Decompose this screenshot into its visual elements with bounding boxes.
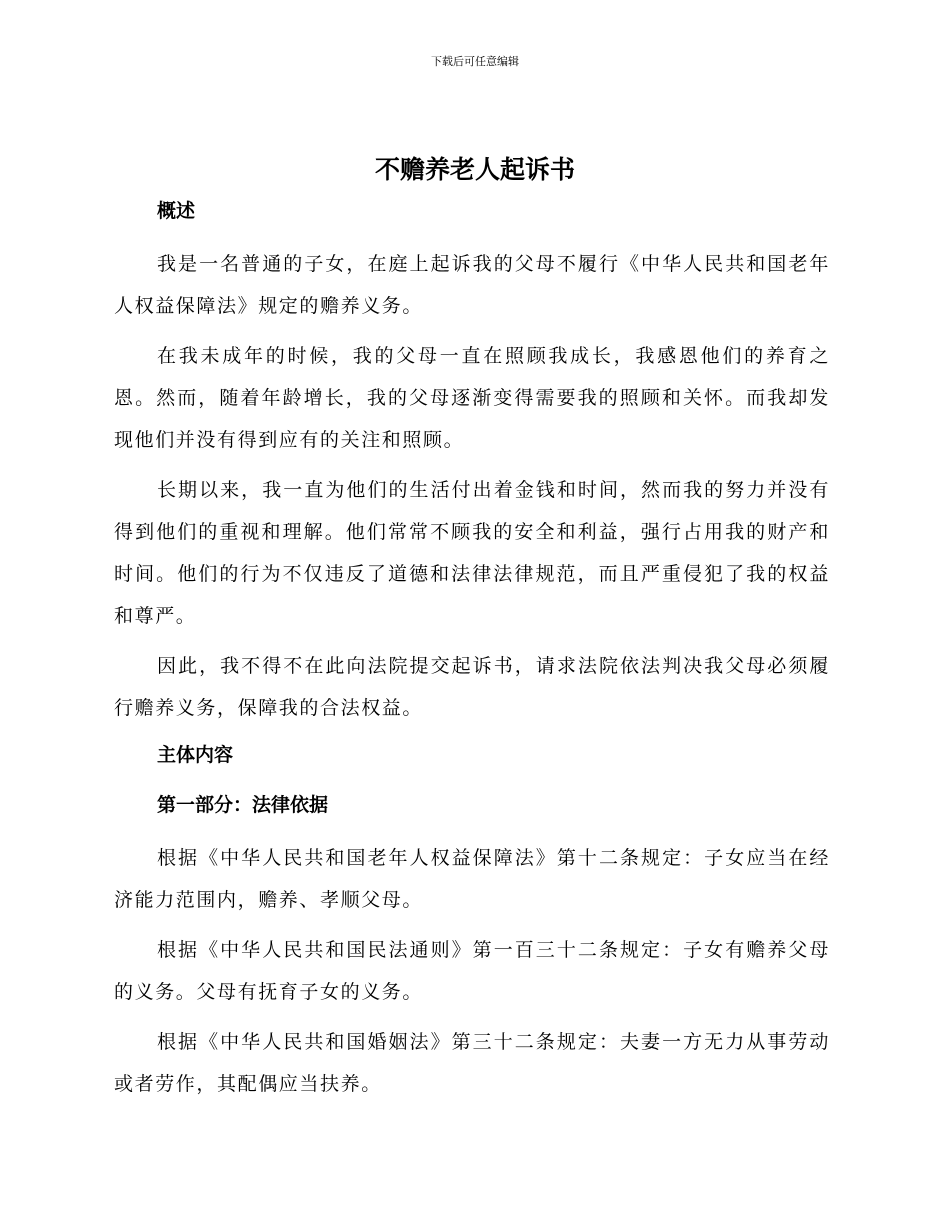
paragraph: 根据《中华人民共和国老年人权益保障法》第十二条规定：子女应当在经济能力范围内，赡养、孝顺父母。: [114, 847, 830, 911]
section-heading-part1: 第一部分：法律依据: [157, 794, 329, 816]
paragraph: 我是一名普通的子女，在庭上起诉我的父母不履行《中华人民共和国老年人权益保障法》规定的赡养义务。: [114, 253, 830, 317]
header-note: 下载后可任意编辑: [431, 55, 519, 68]
section-heading-overview: 概述: [157, 200, 196, 222]
paragraph: 根据《中华人民共和国婚姻法》第三十二条规定：夫妻一方无力从事劳动或者劳作，其配偶应当扶养。: [114, 1031, 830, 1095]
paragraph: 因此，我不得不在此向法院提交起诉书，请求法院依法判决我父母必须履行赡养义务，保障我的合法权益。: [114, 655, 830, 719]
paragraph: 长期以来，我一直为他们的生活付出着金钱和时间，然而我的努力并没有得到他们的重视和理解。他们常常不顾我的安全和利益，强行占用我的财产和时间。他们的行为不仅违反了道德和法律法律规范，而且严重侵犯了我的权益和尊严。: [114, 479, 830, 627]
paragraph: 根据《中华人民共和国民法通则》第一百三十二条规定：子女有赡养父母的义务。父母有抚育子女的义务。: [114, 939, 830, 1003]
paragraph: 在我未成年的时候，我的父母一直在照顾我成长，我感恩他们的养育之恩。然而，随着年龄增长，我的父母逐渐变得需要我的照顾和关怀。而我却发现他们并没有得到应有的关注和照顾。: [114, 345, 830, 451]
section-heading-main: 主体内容: [157, 744, 234, 766]
document-title: 不赡养老人起诉书: [374, 155, 575, 184]
document-body: [114, 193, 830, 1113]
